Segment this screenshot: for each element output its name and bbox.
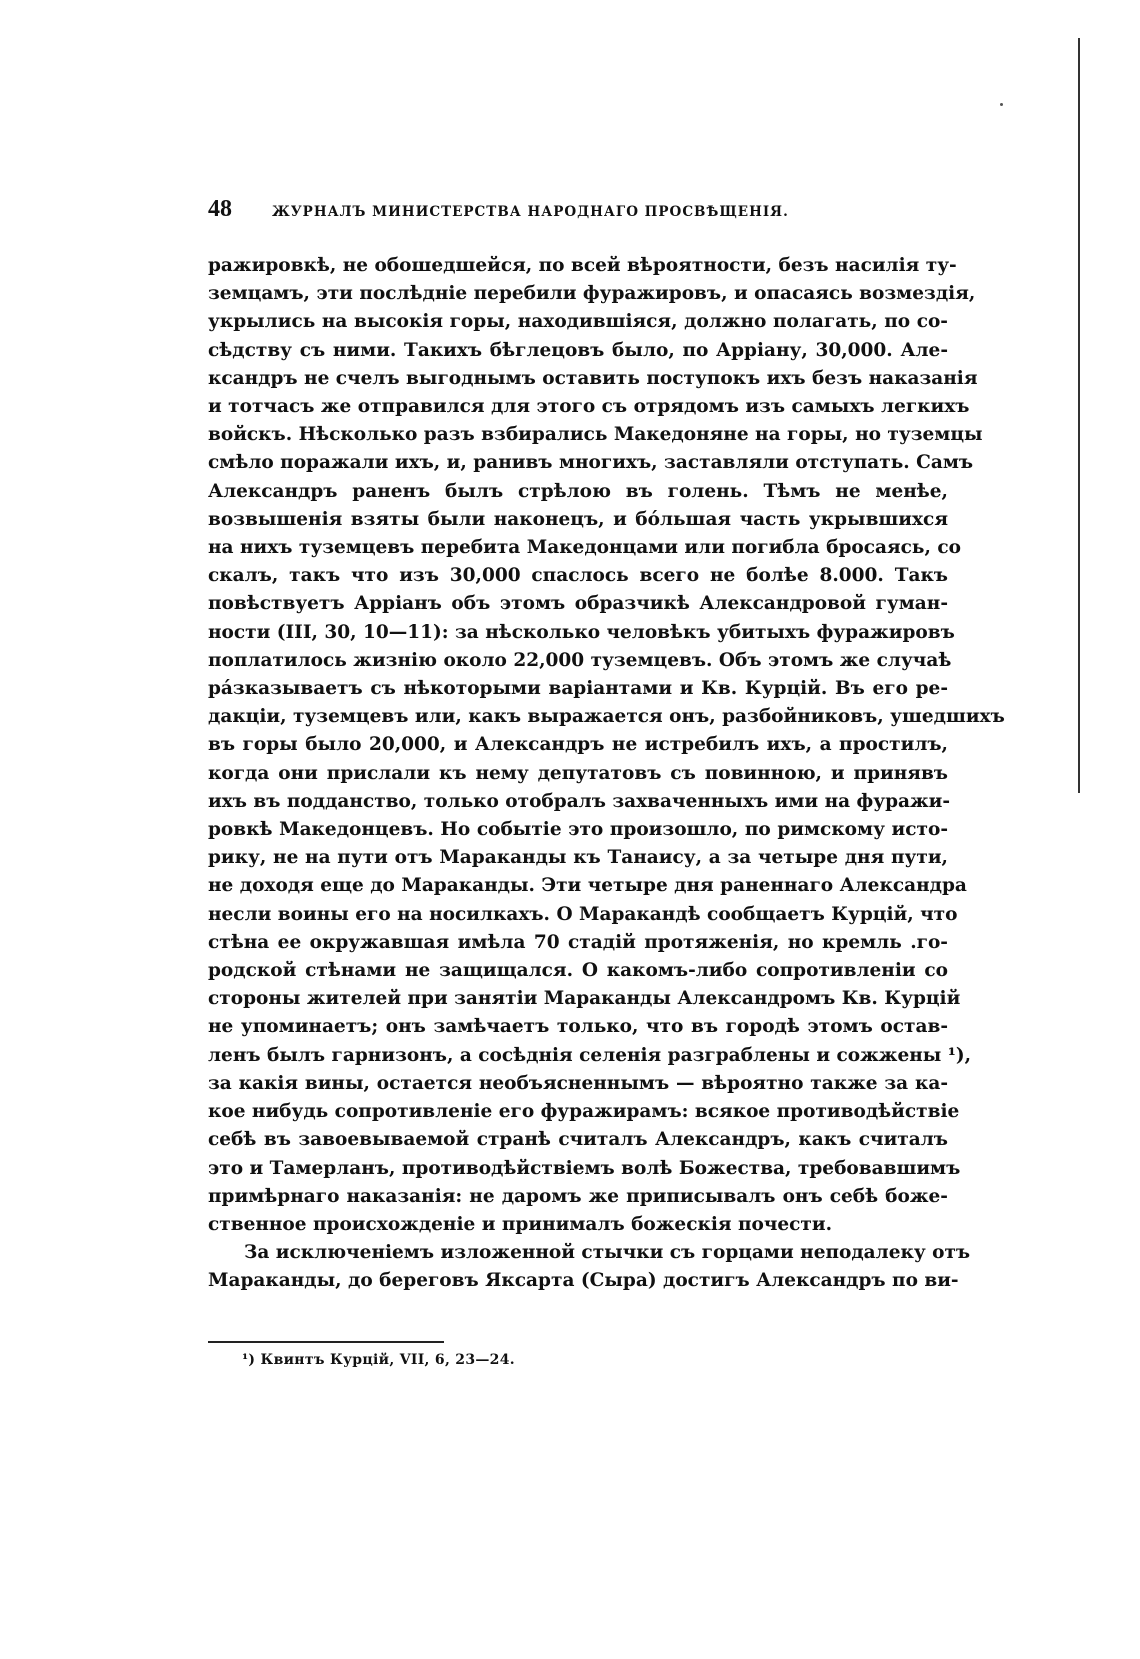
text-line: ровкѣ Македонцевъ. Но событіе это произошло, по римскому исто- — [208, 819, 948, 841]
text-line: это и Тамерланъ, противодѣйствіемъ волѣ Божества, требовавшимъ — [208, 1157, 961, 1179]
scan-edge-line — [1078, 38, 1080, 793]
text-line: рику, не на пути отъ Мараканды къ Танаису, а за четыре дня пути, — [208, 847, 948, 869]
running-title: ЖУРНАЛЪ МИНИСТЕРСТВА НАРОДНАГО ПРОСВѢЩЕНІЯ. — [272, 204, 789, 220]
text-line: несли воины его на носилкахъ. О Маракандѣ сообщаетъ Курцій, что — [208, 903, 958, 925]
text-line: стѣна ее окружавшая имѣла 70 стадій протяженія, но кремль .го- — [208, 931, 948, 953]
scan-speck — [1000, 103, 1003, 106]
text-line: родской стѣнами не защищался. О какомъ-либо сопротивленіи со — [208, 960, 948, 982]
text-line: за какія вины, остается необъясненнымъ — вѣроятно также за ка- — [208, 1072, 948, 1094]
text-line: ности (III, 30, 10—11): за нѣсколько человѣкъ убитыхъ фуражировъ — [208, 621, 955, 643]
text-line: себѣ въ завоевываемой странѣ считалъ Александръ, какъ считалъ — [208, 1129, 948, 1151]
text-line: не доходя еще до Мараканды. Эти четыре дня раненнаго Александра — [208, 875, 967, 897]
text-line: войскъ. Нѣсколько разъ взбирались Македоняне на горы, но туземцы — [208, 424, 983, 446]
text-line: ражировкѣ, не обошедшейся, по всей вѣроятности, безъ насилія ту- — [208, 255, 957, 276]
text-line: ихъ въ подданство, только отобралъ захваченныхъ ими на фуражи- — [208, 790, 951, 812]
text-line: на нихъ туземцевъ перебита Македонцами или погибла бросаясь, со — [208, 537, 961, 559]
text-line: За исключеніемъ изложенной стычки съ горцами неподалеку отъ — [244, 1242, 971, 1264]
text-line: примѣрнаго наказанія: не даромъ же приписывалъ онъ себѣ боже- — [208, 1185, 948, 1207]
text-line: ленъ былъ гарнизонъ, а сосѣднія селенія разграблены и сожжены ¹), — [208, 1044, 972, 1066]
text-line: Александръ раненъ былъ стрѣлою въ голень. Тѣмъ не менѣе, — [208, 480, 948, 502]
text-line: когда они прислали къ нему депутатовъ съ повинною, и принявъ — [208, 762, 948, 784]
text-line: земцамъ, эти послѣдніе перебили фуражировъ, и опасаясь возмездія, — [208, 283, 976, 305]
text-line: и тотчасъ же отправился для этого съ отрядомъ изъ самыхъ легкихъ — [208, 396, 970, 418]
text-line: укрылись на высокія горы, находившіяся, должно полагать, по со- — [208, 311, 948, 333]
text-line: поплатилось жизнію около 22,000 туземцевъ. Объ этомъ же случаѣ — [208, 649, 952, 671]
text-line: возвышенія взяты были наконецъ, и бо́льшая часть укрывшихся — [208, 508, 948, 530]
text-line: стороны жителей при занятіи Мараканды Александромъ Кв. Курцій — [208, 988, 961, 1010]
text-line: повѣствуетъ Арріанъ объ этомъ образчикѣ Александровой гуман- — [208, 593, 948, 615]
text-line: скалъ, такъ что изъ 30,000 спаслось всего не болѣе 8.000. Такъ — [208, 565, 948, 587]
text-line: ксандръ не счелъ выгоднымъ оставить поступокъ ихъ безъ наказанія — [208, 367, 978, 389]
text-line: дакціи, туземцевъ или, какъ выражается онъ, разбойниковъ, ушедшихъ — [208, 706, 1005, 728]
text-line: не упоминаетъ; онъ замѣчаетъ только, что въ городѣ этомъ остав- — [208, 1016, 948, 1038]
text-line: Мараканды, до береговъ Яксарта (Сыра) достигъ Александръ по ви- — [208, 1270, 959, 1292]
text-line: въ горы было 20,000, и Александръ не истребилъ ихъ, а простилъ, — [208, 734, 948, 756]
footnote: ¹) Квинтъ Курцій, VII, 6, 23—24. — [242, 1352, 515, 1368]
text-line: ра́зказываетъ съ нѣкоторыми варіантами и Кв. Курцій. Въ его ре- — [208, 678, 948, 700]
text-line: смѣло поражали ихъ, и, ранивъ многихъ, заставляли отступать. Самъ — [208, 452, 974, 474]
text-line: сѣдству съ ними. Такихъ бѣглецовъ было, по Арріану, 30,000. Але- — [208, 339, 948, 361]
page-header — [208, 196, 858, 223]
footnote-separator — [208, 1341, 444, 1343]
text-line: ственное происхожденіе и принималъ божескія почести. — [208, 1213, 833, 1235]
text-line: кое нибудь сопротивленіе его фуражирамъ: всякое противодѣйствіе — [208, 1101, 960, 1123]
page-number: 48 — [208, 196, 232, 222]
body-text — [208, 252, 1005, 1296]
